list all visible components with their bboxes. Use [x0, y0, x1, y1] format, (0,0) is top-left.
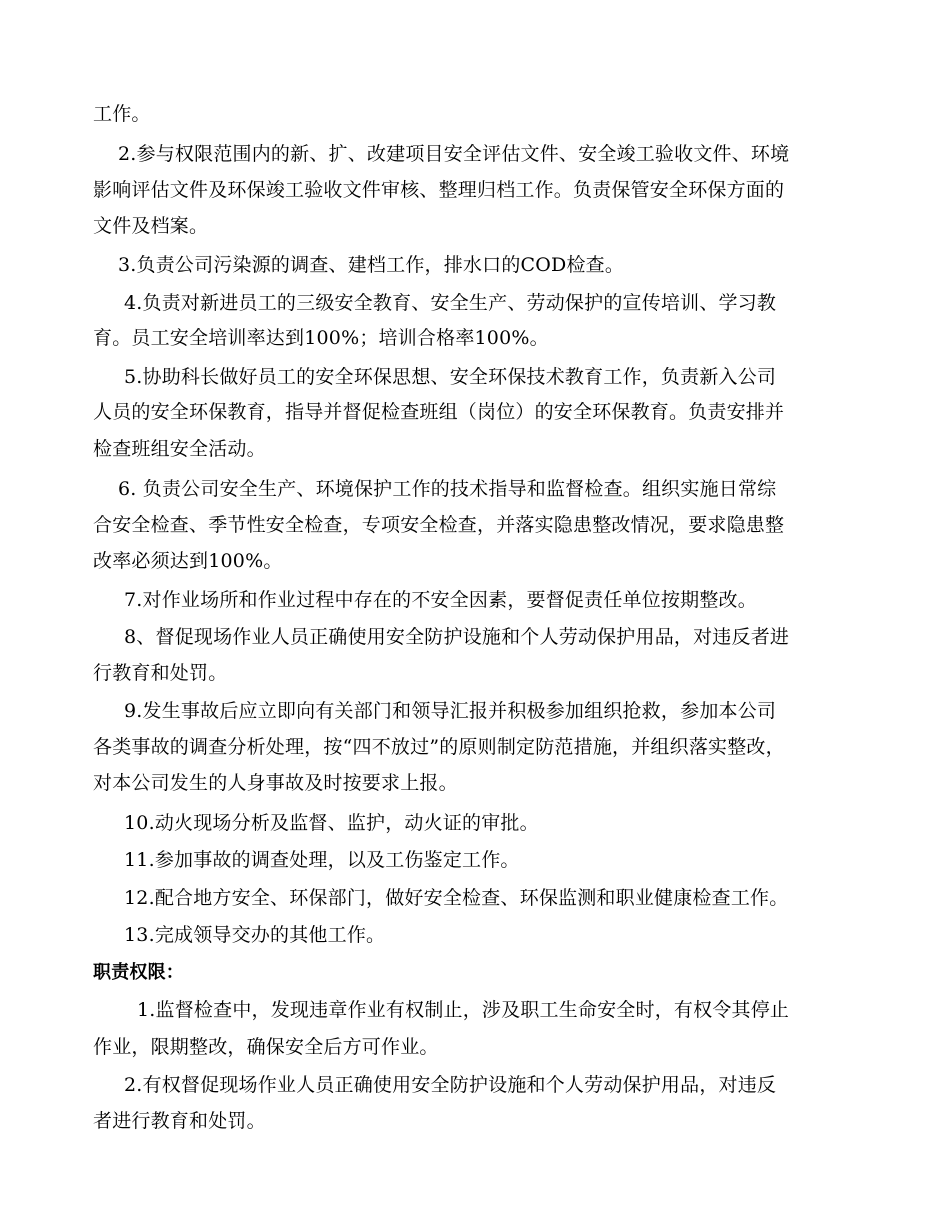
text-line: 3.负责公司污染源的调查、建档工作，排水口的COD检查。: [118, 254, 625, 276]
text-line: 8、督促现场作业人员正确使用安全防护设施和个人劳动保护用品，对违反者进: [124, 626, 790, 648]
text-line: 文件及档案。: [93, 215, 209, 237]
text-line: 对本公司发生的人身事故及时按要求上报。: [93, 772, 458, 794]
text-line: 4.负责对新进员工的三级安全教育、安全生产、劳动保护的宣传培训、学习教: [124, 292, 777, 314]
text-line: 合安全检查、季节性安全检查，专项安全检查，并落实隐患整改情况，要求隐患整: [93, 514, 785, 536]
text-line: 工作。: [93, 103, 151, 125]
text-line: 作业，限期整改，确保安全后方可作业。: [93, 1036, 439, 1058]
text-line: 11.参加事故的调查处理，以及工伤鉴定工作。: [124, 849, 520, 871]
text-line: 行教育和处罚。: [93, 662, 228, 684]
text-line: 者进行教育和处罚。: [93, 1110, 266, 1132]
text-line: 2.参与权限范围内的新、扩、改建项目安全评估文件、安全竣工验收文件、环境: [118, 143, 790, 165]
text-line: 育。员工安全培训率达到100%；培训合格率100%。: [93, 327, 549, 349]
text-line: 6. 负责公司安全生产、环境保护工作的技术指导和监督检查。组织实施日常综: [118, 478, 777, 500]
text-line: 13.完成领导交办的其他工作。: [124, 924, 386, 946]
text-line: 检查班组安全活动。: [93, 438, 266, 460]
text-line: 改率必须达到100%。: [93, 550, 283, 572]
text-line: 7.对作业场所和作业过程中存在的不安全因素，要督促责任单位按期整改。: [124, 589, 757, 611]
text-line: 各类事故的调查分析处理，按“四不放过”的原则制定防范措施，并组织落实整改，: [93, 736, 785, 758]
text-line: 2.有权督促现场作业人员正确使用安全防护设施和个人劳动保护用品，对违反: [124, 1074, 777, 1096]
text-line: 10.动火现场分析及监督、监护，动火证的审批。: [124, 812, 539, 834]
text-line: 人员的安全环保教育，指导并督促检查班组（岗位）的安全环保教育。负责安排并: [93, 401, 785, 423]
text-line: 影响评估文件及环保竣工验收文件审核、整理归档工作。负责保管安全环保方面的: [93, 179, 785, 201]
text-line: 1.监督检查中，发现违章作业有权制止，涉及职工生命安全时，有权令其停止: [137, 999, 790, 1021]
text-line: 9.发生事故后应立即向有关部门和领导汇报并积极参加组织抢救，参加本公司: [124, 700, 777, 722]
text-line: 5.协助科长做好员工的安全环保思想、安全环保技术教育工作，负责新入公司: [124, 366, 777, 388]
text-line: 12.配合地方安全、环保部门，做好安全检查、环保监测和职业健康检查工作。: [124, 887, 789, 909]
section-heading: 职责权限：: [93, 962, 184, 983]
